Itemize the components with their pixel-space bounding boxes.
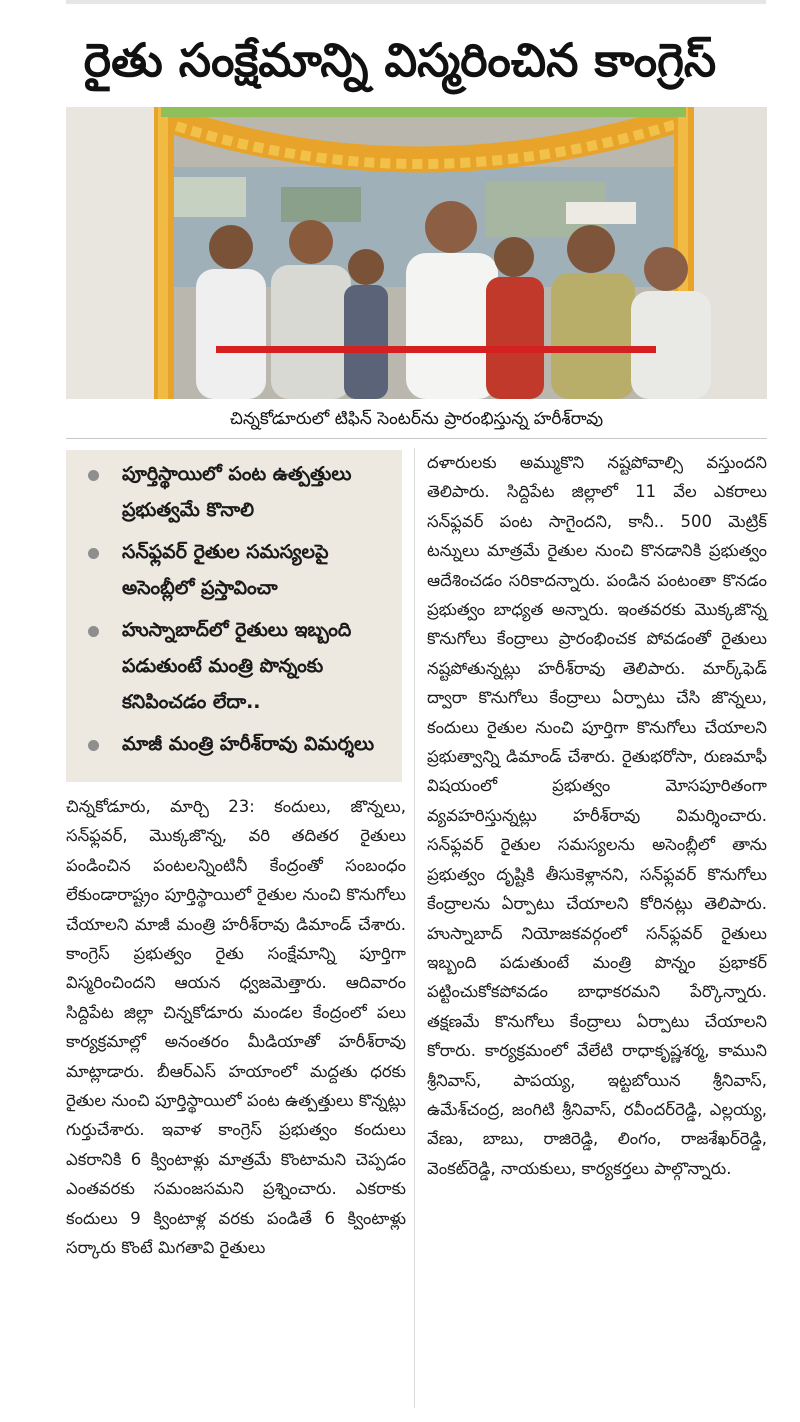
highlight-text: సన్‌ఫ్లవర్ రైతుల సమస్యలపై అసెంబ్లీలో ప్రస్తావించా <box>122 541 329 599</box>
highlight-item <box>84 726 392 762</box>
news-photo <box>66 107 767 399</box>
ribbon-cutting-photo-icon <box>66 107 767 399</box>
highlight-item <box>84 534 392 606</box>
highlight-item <box>84 612 392 720</box>
bullet-icon <box>88 626 99 637</box>
highlight-text: పూర్తిస్థాయిలో పంట ఉత్పత్తులు ప్రభుత్వమే కొనాలి <box>122 463 352 521</box>
highlight-text: హుస్నాబాద్‌లో రైతులు ఇబ్బంది పడుతుంటే మంత్రి పొన్నంకు కనిపించడం లేదా.. <box>122 619 352 713</box>
photo-caption: చిన్నకోడూరులో టిఫిన్ సెంటర్‌ను ప్రారంభిస్తున్న హరీశ్‌రావు <box>229 409 604 429</box>
article-body-left: చిన్నకోడూరు, మార్చి 23: కందులు, జొన్నలు, సన్‌ఫ్లవర్, మొక్కజొన్న, వరి తదితర రైతులు పండించిన పంటలన్నింటినీ కేంద్రంతో సంబంధం లేకుండారాష్ట్రం పూర్తిస్థాయిలో రైతుల నుంచి కొనుగోలు చేయాలని మాజీ మంత్రి హరీశ్‌రావు డిమాండ్ చేశారు. కాంగ్రెస్ ప్రభుత్వం రైతు సంక్షేమాన్ని పూర్తిగా విస్మరించిందని ఆయన ధ్వజమెత్తారు. ఆదివారం సిద్దిపేట జిల్లా చిన్నకోడూరు మండల కేంద్రంలో పలు కార్యక్రమాల్లో అనంతరం మీడియాతో హరీశ్‌రావు మాట్లాడారు. బీఆర్ఎస్ హయాంలో మద్దతు ధరకు రైతుల నుంచి పూర్తిస్థాయిలో పంట ఉత్పత్తులు కొన్నట్లు గుర్తుచేశారు. ఇవాళ కాంగ్రెస్ ప్రభుత్వం కందులు ఎకరానికి 6 క్వింటాళ్లు మాత్రమే కొంటామని చెప్పడం ఎంతవరకు సమంజసమని ప్రశ్నించారు. ఎకరాకు కందులు 9 క్వింటాళ్ల వరకు పండితే 6 క్వింటాళ్లు సర్కారు కొంటే మిగతావి రైతులు <box>66 797 406 1258</box>
bullet-icon <box>88 470 99 481</box>
highlights-box <box>66 450 402 782</box>
article-body-right: దళారులకు అమ్ముకొని నష్టపోవాల్సి వస్తుందని తెలిపారు. సిద్దిపేట జిల్లాలో 11 వేల ఎకరాలు సన్‌ఫ్లవర్ పంట సాగైందని, కానీ.. 500 మెట్రిక్ టన్నులు మాత్రమే రైతుల నుంచి కొనడానికి ప్రభుత్వం ఆదేశించడం సరికాదన్నారు. పండిన పంటంతా కొనడం ప్రభుత్వం బాధ్యత అన్నారు. ఇంతవరకు మొక్కజొన్న కొనుగోలు కేంద్రాలు ప్రారంభించక పోవడంతో రైతులు నష్టపోతున్నట్లు హరీశ్‌రావు తెలిపారు. మార్క్‌ఫెడ్ ద్వారా కొనుగోలు కేంద్రాలు ఏర్పాటు చేసి జొన్నలు, కందులు రైతుల నుంచి పూర్తిగా కొనుగోలు చేయాలని ప్రభుత్వాన్ని డిమాండ్ చేశారు. రైతుభరోసా, రుణమాఫీ విషయంలో ప్రభుత్వం మోసపూరితంగా వ్యవహరిస్తున్నట్లు హరీశ్‌రావు విమర్శించారు. సన్‌ఫ్లవర్ రైతుల సమస్యలను అసెంబ్లీలో తాను ప్రభుత్వం దృష్టికి తీసుకెళ్లానని, సన్‌ఫ్లవర్ కొనుగోలు కేంద్రాలను ఏర్పాటు చేయాలని కోరినట్లు తెలిపారు. హుస్నాబాద్ నియోజకవర్గంలో సన్‌ఫ్లవర్ రైతులు ఇబ్బంది పడుతుంటే మంత్రి పొన్నం ప్రభాకర్ పట్టించుకోకపోవడం బాధాకరమని పేర్కొన్నారు. తక్షణమే కొనుగోలు కేంద్రాలు ఏర్పాటు చేయాలని కోరారు. కార్యక్రమంలో వేలేటి రాధాకృష్ణశర్మ, కాముని శ్రీనివాస్, పాపయ్య, ఇట్టబోయిన శ్రీనివాస్, ఉమేశ్‌చంద్ర, జంగిటి శ్రీనివాస్, రవీందర్‌రెడ్డి, ఎల్లయ్య, వేణు, బాబు, రాజిరెడ్డి, లింగం, రాజశేఖర్‌రెడ్డి, వెంకట్‌రెడ్డి, నాయకులు, కార్యకర్తలు పాల్గొన్నారు. <box>427 453 767 1178</box>
headline: రైతు సంక్షేమాన్ని విస్మరించిన కాంగ్రెస్ <box>83 33 717 87</box>
bullet-icon <box>88 548 99 559</box>
bullet-icon <box>88 740 99 751</box>
highlight-item <box>84 456 392 528</box>
top-rule <box>66 0 766 4</box>
caption-rule <box>66 438 767 439</box>
highlight-text: మాజీ మంత్రి హరీశ్‌రావు విమర్శలు <box>122 733 375 755</box>
column-divider <box>414 448 415 1408</box>
